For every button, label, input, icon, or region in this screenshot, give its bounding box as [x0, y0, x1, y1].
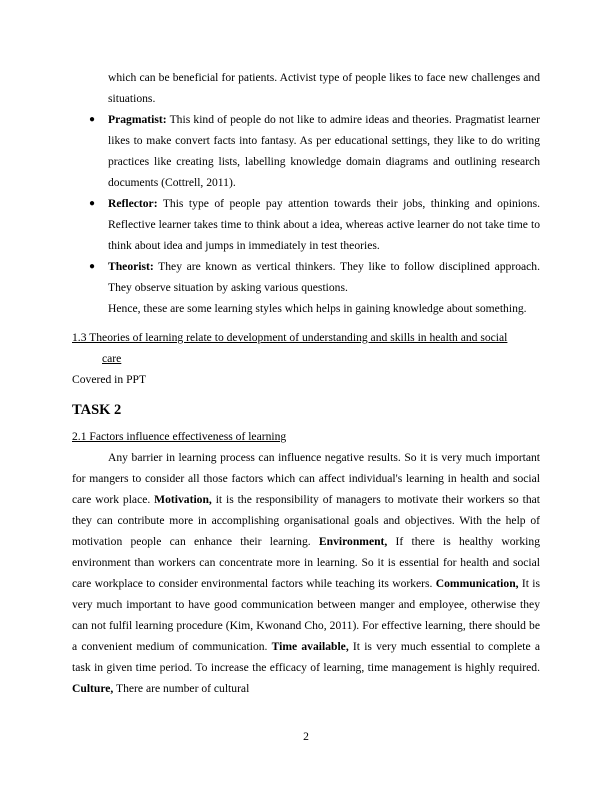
- paragraph-text: Any barrier in learning process can influence negative results. So it is very much important for mangers to consider all those factors which can affect individual's learning in health and social care work place.: [72, 451, 540, 506]
- section-1-3-heading-line1: 1.3 Theories of learning relate to development of understanding and skills in health and social: [72, 331, 508, 344]
- bullet-term: Pragmatist:: [108, 113, 167, 126]
- section-2-1-paragraph: [72, 447, 540, 699]
- page-number: 2: [303, 730, 309, 743]
- culture-term: Culture,: [72, 682, 114, 695]
- bullet-term: Reflector:: [108, 197, 158, 210]
- motivation-term: Motivation,: [154, 493, 212, 506]
- paragraph-text: it is the responsibility of managers to motivate their workers so that they can contribute more in accomplishing organisational goals and objectives. With the help of motivation people can enhance their learning.: [72, 493, 540, 548]
- bullet-text: This kind of people do not like to admire ideas and theories. Pragmatist learner likes to make convert facts into fantasy. As per educational settings, they like to do writing practices like creating lists, labelling knowledge domain diagrams and outlining research documents (Cottrell, 2011).: [108, 113, 540, 189]
- list-item: [72, 109, 540, 193]
- time-available-term: Time available,: [271, 640, 349, 653]
- communication-term: Communication,: [435, 577, 519, 590]
- page-content: [72, 67, 540, 699]
- paragraph-text: If there is healthy working environment than workers can concentrate more in learning. So it is essential for health and social care workplace to consider environmental factors while teaching its workers.: [72, 535, 540, 590]
- paragraph-text: It is very much important to have good communication between manger and employee, otherwise they can not fulfil learning procedure (Kim, Kwonand Cho, 2011). For effective learning, there should be a convenient medium of communication.: [72, 577, 540, 653]
- conclusion-paragraph: Hence, these are some learning styles which helps in gaining knowledge about something.: [108, 302, 527, 315]
- environment-term: Environment,: [318, 535, 388, 548]
- task-2-title: TASK 2: [72, 402, 122, 418]
- section-1-3-body: Covered in PPT: [72, 373, 147, 386]
- section-2-1-heading: 2.1 Factors influence effectiveness of learning: [72, 430, 287, 443]
- section-1-3-heading-line2: care: [102, 352, 122, 365]
- section-1-3-heading: [72, 327, 540, 369]
- paragraph-text: There are number of cultural: [113, 682, 250, 695]
- bullet-icon: ●: [89, 114, 96, 125]
- bullet-text: They are known as vertical thinkers. They like to follow disciplined approach. They observe situation by asking various questions.: [108, 260, 540, 294]
- intro-continuation: which can be beneficial for patients. Activist type of people likes to face new challenges and situations.: [108, 71, 540, 105]
- bullet-icon: ●: [89, 261, 96, 272]
- bullet-icon: ●: [89, 198, 96, 209]
- list-item: [72, 256, 540, 298]
- bullet-term: Theorist:: [108, 260, 154, 273]
- learning-styles-list: [72, 109, 540, 298]
- bullet-text: This type of people pay attention towards their jobs, thinking and opinions. Reflective learner takes time to think about a idea, whereas active learner do not take time to think about idea and jumps in immediately in test theories.: [108, 197, 540, 252]
- list-item: [72, 193, 540, 256]
- paragraph-text: It is very much essential to complete a task in given time period. To increase the efficacy of learning, time management is highly required.: [72, 640, 541, 674]
